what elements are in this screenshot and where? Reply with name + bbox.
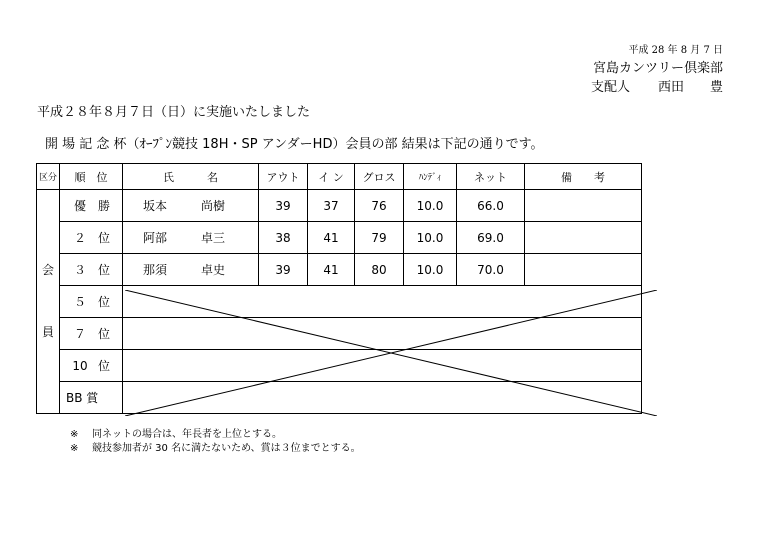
out-score: 38 <box>259 222 308 254</box>
net-score: 70.0 <box>457 254 525 286</box>
gross-score: 79 <box>355 222 404 254</box>
rank-main: ５ <box>73 295 86 309</box>
rank-cell <box>60 190 123 222</box>
empty-span-cell <box>123 286 642 318</box>
in-score: 41 <box>308 222 355 254</box>
table-header-row <box>37 164 642 190</box>
footnotes <box>70 428 361 456</box>
note-mark: ※ <box>70 443 79 454</box>
rank-suffix: 位 <box>97 295 110 309</box>
footnote <box>70 428 361 442</box>
player-name <box>123 190 259 222</box>
rank-suffix: 勝 <box>97 199 110 213</box>
rank-main: ３ <box>73 263 86 277</box>
col-header-rank: 順 位 <box>60 164 123 190</box>
rank-cell <box>60 350 123 382</box>
table-row-empty <box>37 382 642 414</box>
net-score: 66.0 <box>457 190 525 222</box>
col-header-name: 氏 名 <box>123 164 259 190</box>
col-header-out: アウト <box>259 164 308 190</box>
out-score: 39 <box>259 190 308 222</box>
col-header-remarks: 備 考 <box>525 164 642 190</box>
handicap-value: 10.0 <box>404 190 457 222</box>
category-label: 会 員 <box>41 262 54 340</box>
rank-suffix: 位 <box>97 327 110 341</box>
event-title: 開 場 記 念 杯（ｵｰﾌﾟﾝ競技 18H・SP アンダーHD）会員の部 結果は下記の通りです。 <box>45 137 544 152</box>
bb-award-cell: BB 賞 <box>60 382 123 414</box>
given-name: 卓三 <box>201 231 226 245</box>
remarks-cell <box>525 190 642 222</box>
col-header-net: ネット <box>457 164 525 190</box>
rank-cell <box>60 318 123 350</box>
in-score: 41 <box>308 254 355 286</box>
family-name: 那須 <box>143 263 168 277</box>
rank-main: 優 <box>73 199 86 213</box>
col-header-gross: グロス <box>355 164 404 190</box>
table-row <box>37 254 642 286</box>
table-row <box>37 222 642 254</box>
note-text: 競技参加者が 30 名に満たないため、賞は３位までとする。 <box>92 443 361 454</box>
col-header-handicap: ﾊﾝﾃﾞｨ <box>404 164 457 190</box>
rank-cell <box>60 286 123 318</box>
family-name: 坂本 <box>143 199 168 213</box>
rank-suffix: 位 <box>97 359 110 373</box>
intro-text: 平成２８年８月７日（日）に実施いたしました <box>37 105 311 120</box>
note-mark: ※ <box>70 429 79 440</box>
rank-main: ７ <box>73 327 86 341</box>
gross-score: 76 <box>355 190 404 222</box>
results-table <box>36 163 642 414</box>
handicap-value: 10.0 <box>404 222 457 254</box>
remarks-cell <box>525 222 642 254</box>
club-name: 宮島カンツリー倶楽部 <box>592 61 723 76</box>
empty-span-cell <box>123 318 642 350</box>
empty-span-cell <box>123 350 642 382</box>
document-date: 平成 28 年 8 月 7 日 <box>628 45 723 56</box>
note-text: 同ネットの場合は、年長者を上位とする。 <box>92 429 282 440</box>
remarks-cell <box>525 254 642 286</box>
rank-main: ２ <box>73 231 86 245</box>
rank-cell <box>60 254 123 286</box>
footnote <box>70 442 361 456</box>
gross-score: 80 <box>355 254 404 286</box>
player-name <box>123 222 259 254</box>
col-header-in: イ ン <box>308 164 355 190</box>
table-row-empty <box>37 286 642 318</box>
rank-cell <box>60 222 123 254</box>
table-row-empty <box>37 350 642 382</box>
empty-span-cell <box>123 382 642 414</box>
col-header-category: 区分 <box>37 164 60 190</box>
in-score: 37 <box>308 190 355 222</box>
table-row-empty <box>37 318 642 350</box>
rank-suffix: 位 <box>97 231 110 245</box>
manager-title: 支配人 <box>590 80 630 95</box>
net-score: 69.0 <box>457 222 525 254</box>
family-name: 阿部 <box>143 231 168 245</box>
category-cell <box>37 190 60 414</box>
given-name: 卓史 <box>201 263 226 277</box>
rank-main: 10 <box>72 359 88 373</box>
out-score: 39 <box>259 254 308 286</box>
manager-line <box>591 76 723 95</box>
player-name <box>123 254 259 286</box>
table-row <box>37 190 642 222</box>
rank-suffix: 位 <box>97 263 110 277</box>
given-name: 尚樹 <box>201 199 226 213</box>
manager-name: 西田 豊 <box>657 80 723 95</box>
handicap-value: 10.0 <box>404 254 457 286</box>
